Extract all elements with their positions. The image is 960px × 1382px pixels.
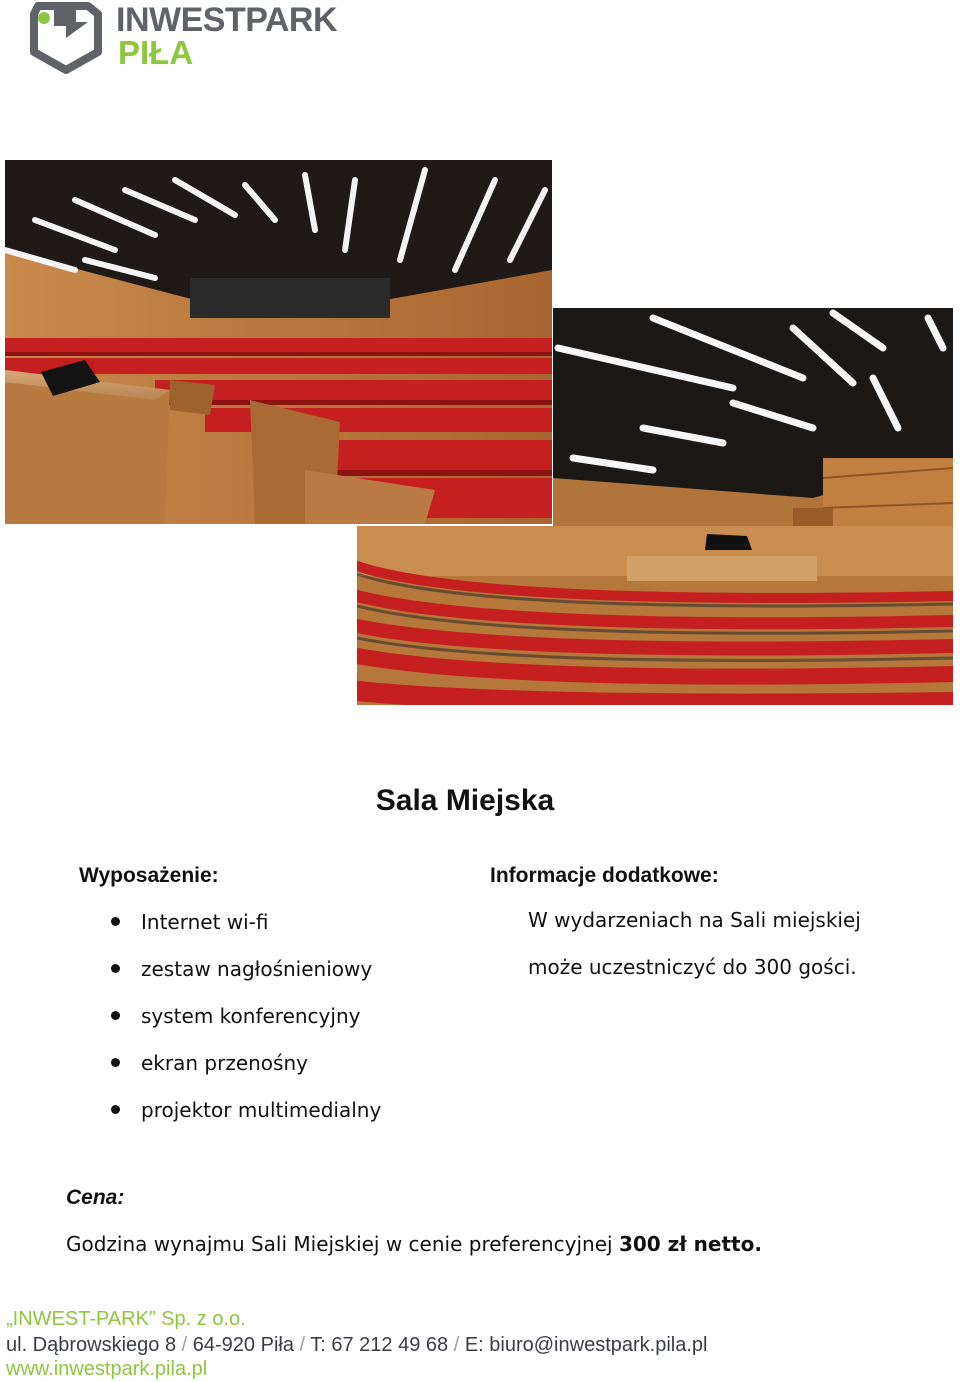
bullet-icon [111, 1011, 120, 1020]
footer-separator: / [293, 1334, 311, 1356]
list-item [111, 1002, 381, 1049]
equipment-item-label: Internet wi-fi [141, 910, 269, 934]
equipment-list [111, 908, 381, 1143]
footer-website: www.inwestpark.pila.pl [6, 1358, 208, 1380]
company-logo [28, 0, 338, 76]
info-text-line-1: W wydarzeniach na Sali miejskiej [528, 908, 861, 932]
footer-separator: / [448, 1334, 465, 1356]
equipment-item-label: zestaw nagłośnieniowy [141, 957, 373, 981]
list-item [111, 1049, 381, 1096]
auditorium-photo-ceiling-lights [553, 308, 953, 548]
bullet-icon [111, 1105, 120, 1114]
price-heading: Cena: [66, 1186, 125, 1209]
footer-contact-line [6, 1334, 707, 1357]
equipment-item-label: projektor multimedialny [141, 1098, 382, 1122]
footer-separator: / [176, 1334, 193, 1356]
footer-phone: T: 67 212 49 68 [310, 1334, 449, 1356]
footer-city: 64-920 Piła [192, 1334, 294, 1356]
bullet-icon [111, 964, 120, 973]
bullet-icon [111, 917, 120, 926]
price-description [66, 1232, 762, 1256]
price-amount: 300 zł netto. [618, 1232, 762, 1256]
price-text: Godzina wynajmu Sali Miejskiej w cenie preferencyjnej [66, 1232, 619, 1256]
logo-text-inwestpark: INWESTPARK [116, 1, 338, 39]
logo-text-pila: PIŁA [118, 34, 194, 71]
equipment-heading: Wyposażenie: [79, 864, 219, 887]
equipment-item-label: system konferencyjny [141, 1004, 361, 1028]
footer-company-name: „INWEST-PARK” Sp. z o.o. [6, 1308, 246, 1330]
footer-street: ul. Dąbrowskiego 8 [6, 1334, 177, 1356]
footer-email: E: biuro@inwestpark.pila.pl [464, 1334, 708, 1356]
equipment-item-label: ekran przenośny [141, 1051, 308, 1075]
list-item [111, 908, 381, 955]
info-heading: Informacje dodatkowe: [490, 864, 719, 887]
inwestpark-logo-icon [28, 0, 106, 74]
auditorium-photo-wide-seating [357, 526, 953, 705]
list-item [111, 955, 381, 1002]
bullet-icon [111, 1058, 120, 1067]
info-text-line-2: może uczestniczyć do 300 gości. [528, 955, 857, 979]
auditorium-photo-stage-view [5, 160, 552, 524]
page-title: Sala Miejska [375, 784, 555, 817]
list-item [111, 1096, 381, 1143]
